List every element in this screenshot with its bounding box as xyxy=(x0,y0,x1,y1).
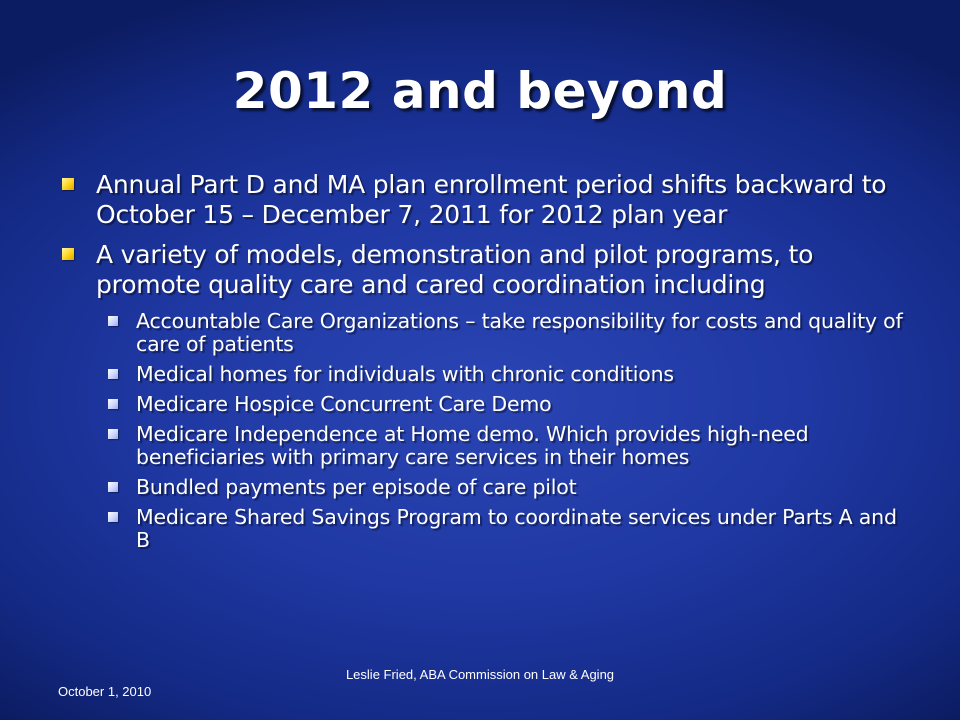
sub-bullet-text: Accountable Care Organizations – take responsibility for costs and quality of care of patients xyxy=(136,309,903,356)
square-bullet-icon xyxy=(108,316,118,326)
sub-bullet-list xyxy=(108,310,910,552)
slide-title: 2012 and beyond xyxy=(232,62,728,120)
sub-bullet-text: Medicare Shared Savings Program to coordinate services under Parts A and B xyxy=(136,505,897,552)
sub-bullet-text: Medicare Independence at Home demo. Which provides high-need beneficiaries with primary care services in their homes xyxy=(136,422,809,469)
sub-bullet-item xyxy=(108,363,910,386)
bullet-item xyxy=(60,170,910,230)
sub-bullet-text: Medicare Hospice Concurrent Care Demo xyxy=(136,392,552,416)
bullet-text: Annual Part D and MA plan enrollment period shifts backward to October 15 – December 7, 2011 for 2012 plan year xyxy=(96,170,887,229)
square-bullet-icon xyxy=(108,482,118,492)
sub-bullet-item xyxy=(108,476,910,499)
sub-bullet-text: Medical homes for individuals with chronic conditions xyxy=(136,362,674,386)
sub-bullet-item xyxy=(108,506,910,552)
bullet-item xyxy=(60,240,910,300)
sub-bullet-item xyxy=(108,310,910,356)
square-bullet-icon xyxy=(62,178,74,190)
sub-bullet-item xyxy=(108,423,910,469)
footer-author: Leslie Fried, ABA Commission on Law & Aging xyxy=(345,667,615,682)
square-bullet-icon xyxy=(108,399,118,409)
square-bullet-icon xyxy=(108,369,118,379)
slide-content xyxy=(60,170,910,559)
bullet-text: A variety of models, demonstration and pilot programs, to promote quality care and cared coordination including xyxy=(96,240,814,299)
sub-bullet-text: Bundled payments per episode of care pilot xyxy=(136,475,577,499)
square-bullet-icon xyxy=(108,429,118,439)
square-bullet-icon xyxy=(108,512,118,522)
square-bullet-icon xyxy=(62,248,74,260)
sub-bullet-item xyxy=(108,393,910,416)
footer-date: October 1, 2010 xyxy=(58,684,152,699)
